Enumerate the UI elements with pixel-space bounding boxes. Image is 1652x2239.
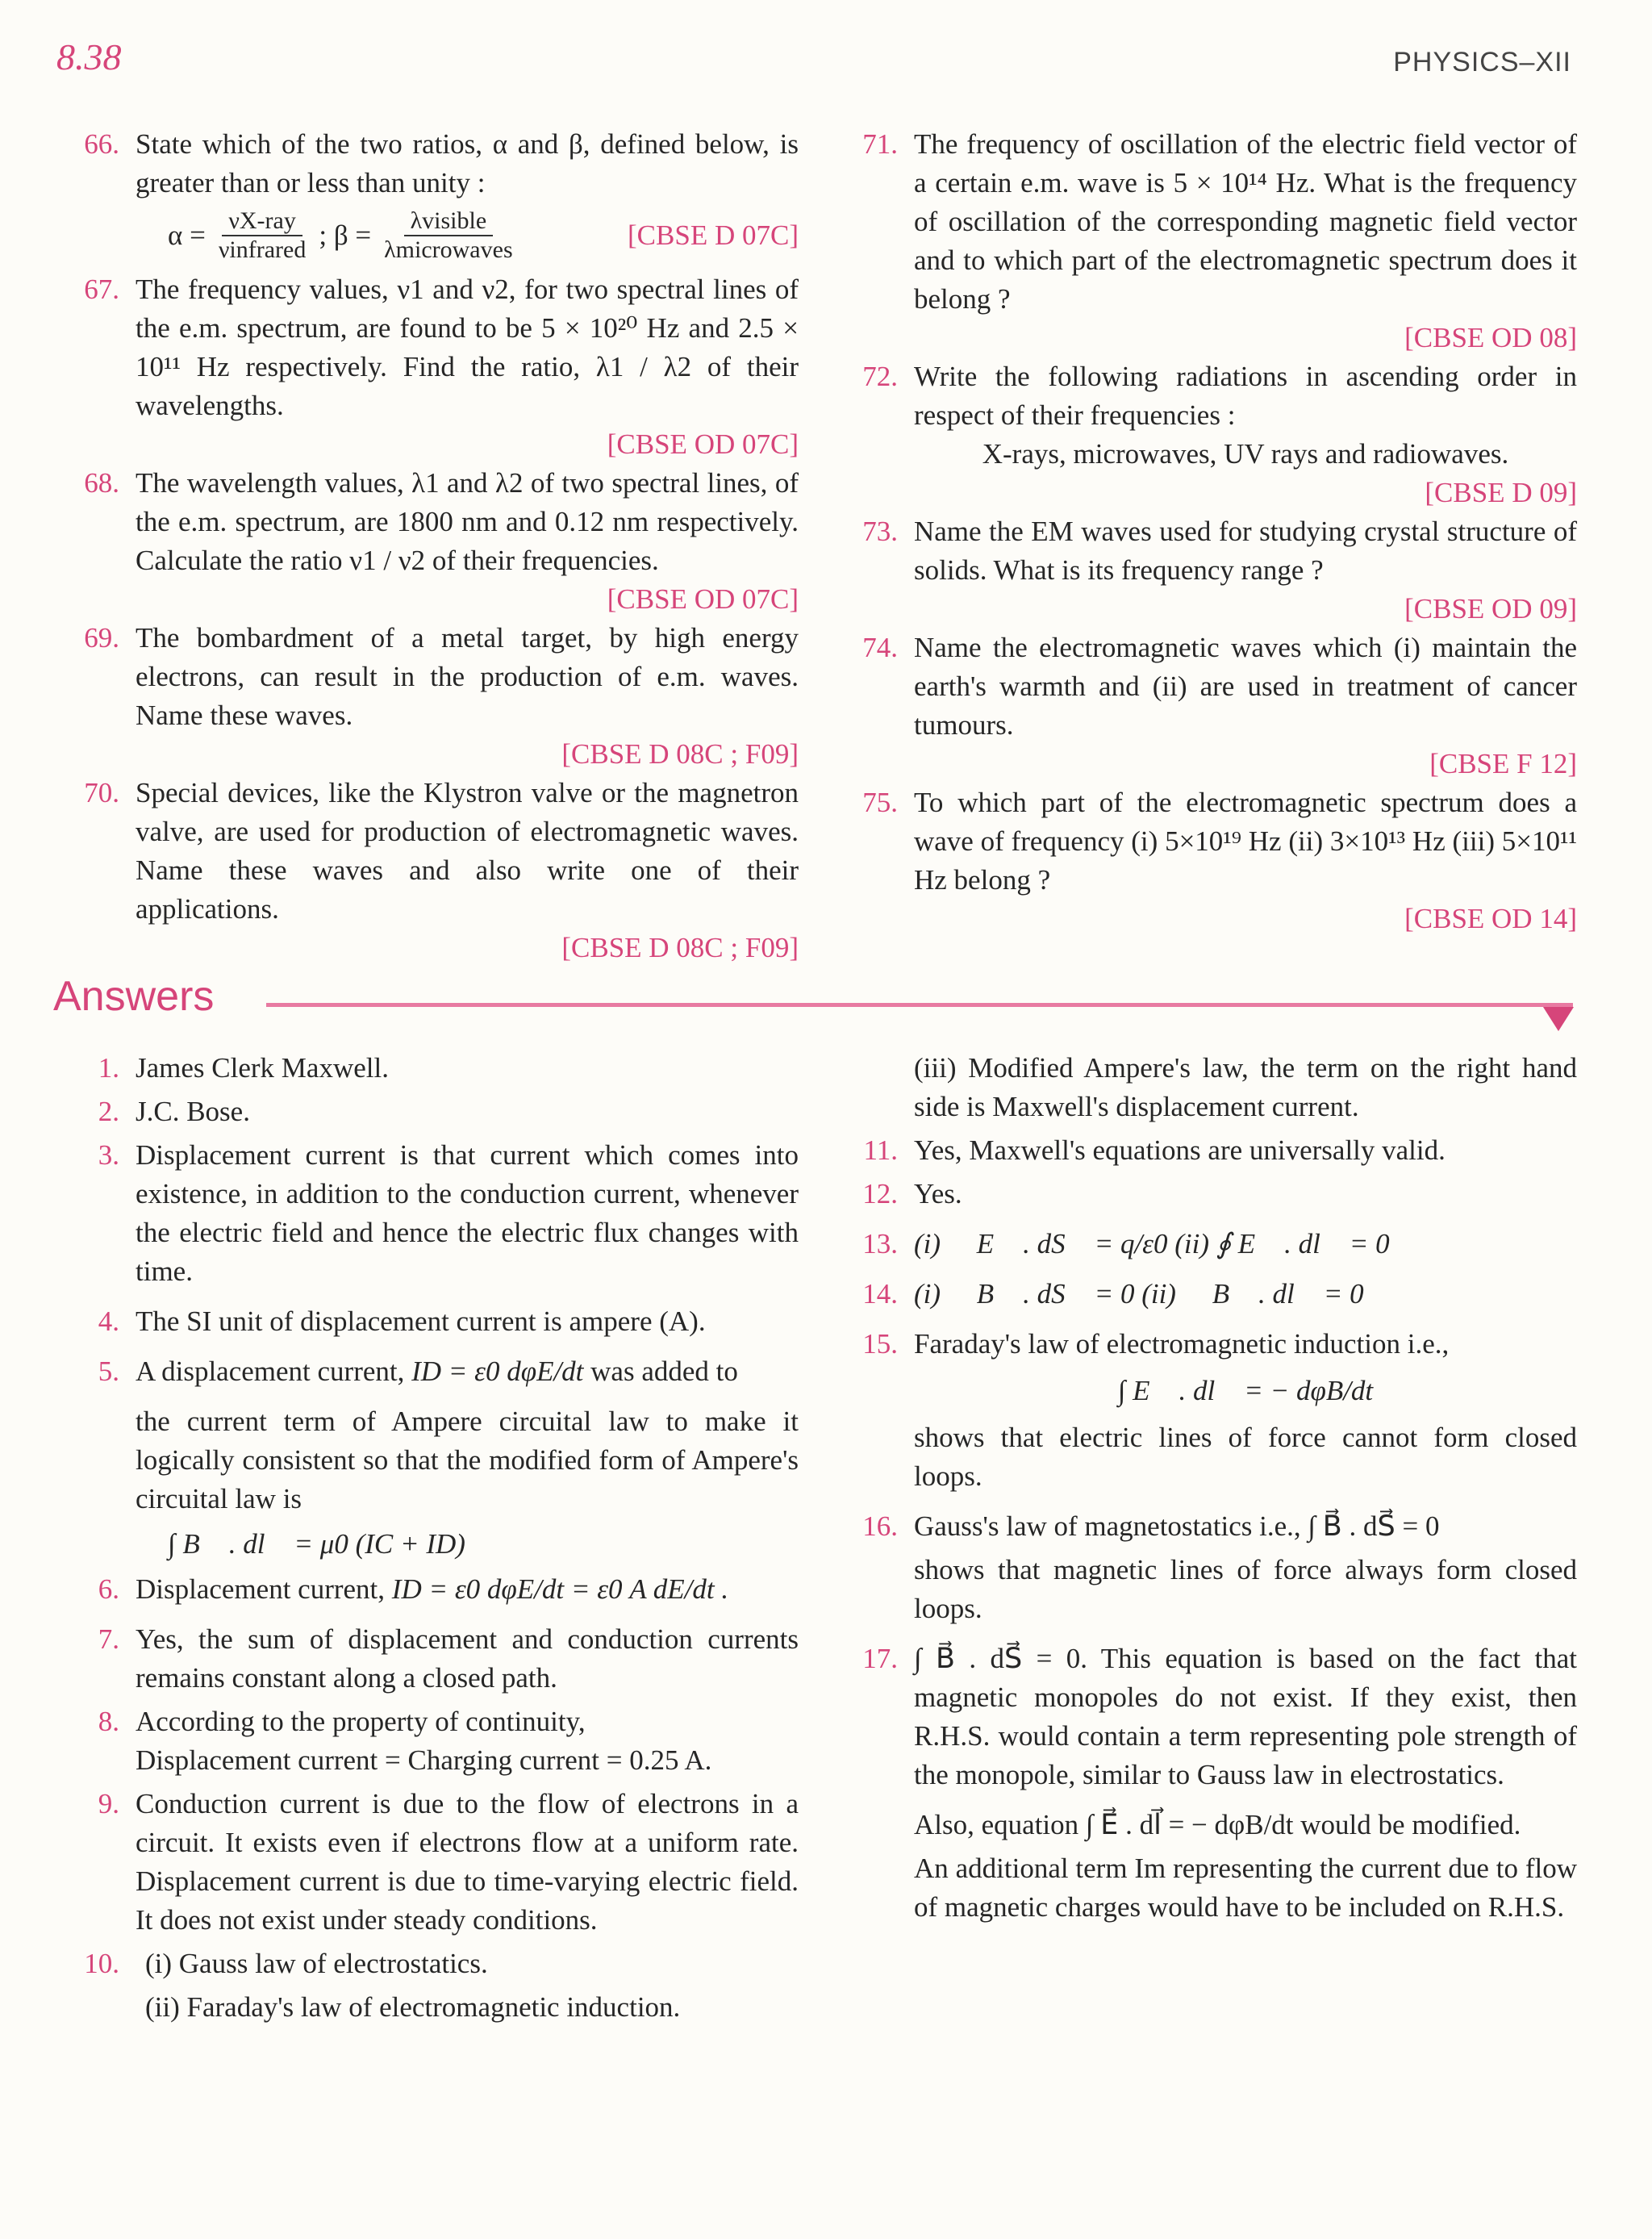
question-number: 72. [862,361,898,392]
answer-number: 5. [98,1356,119,1387]
answer-text: Faraday's law of electromagnetic induction i.e., [914,1328,1450,1360]
answer-text: Yes, Maxwell's equations are universally valid. [914,1134,1446,1166]
beta-numerator: λvisible [404,207,494,236]
magnetic-equations: (i) ∮ B⃗ . dS⃗ = 0 (ii) ∮ B⃗ . dl⃗ = 0 [914,1278,1364,1310]
answer-number: 12. [862,1178,898,1209]
questions-left-column [73,125,799,967]
answer-text: Displacement current, [136,1573,386,1605]
exam-tag: [CBSE F 12] [1429,748,1577,779]
questions-right-column [851,125,1577,938]
question-number: 67. [84,274,119,305]
answer-text: An additional term Im representing the current due to flow of magnetic charges would have to be included on R.H.S. [914,1853,1577,1923]
answer-10 [73,1945,799,2027]
answer-text: Displacement current = Charging current = 0.25 A. [136,1744,712,1776]
answer-11 [851,1131,1577,1170]
answer-number: 13. [862,1228,898,1259]
answers-divider [266,1003,1573,1007]
exam-tag: [CBSE OD 14] [1404,903,1577,934]
answer-text: (iii) Modified Ampere's law, the term on the right hand side is Maxwell's displacement current. [914,1052,1577,1122]
answer-17 [851,1640,1577,1927]
answer-text: (ii) Faraday's law of electromagnetic induction. [145,1991,681,2023]
question-text: Name the electromagnetic waves which (i) maintain the earth's warmth and (ii) are used in treatment of cancer tumours. [914,632,1577,741]
question-text: Write the following radiations in ascending order in respect of their frequencies : [914,361,1577,431]
answer-number: 11. [863,1134,898,1166]
question-text: The frequency values, ν1 and ν2, for two spectral lines of the e.m. spectrum, are found to be 5 × 10²⁰ Hz and 2.5 × 10¹¹ Hz respectively. Find the ratio, λ1 / λ2 of their wavelengths. [136,274,799,421]
displacement-current-formula: ID = ε0 dφE/dt [411,1356,584,1387]
alpha-fraction [219,207,307,264]
answer-13 [851,1225,1577,1264]
beta-label: ; β = [319,219,372,251]
faraday-law-equation: ∫ E⃗ . dl⃗ = − dφB/dt [1117,1375,1374,1406]
page-number: 8.38 [56,36,122,77]
answer-text: was added to [590,1356,738,1387]
radiation-list: X-rays, microwaves, UV rays and radiowaves. [982,438,1509,470]
exam-tag: [CBSE D 08C ; F09] [561,738,799,770]
exam-tag: [CBSE OD 07C] [607,583,799,615]
answer-number: 15. [862,1328,898,1360]
question-70 [73,774,799,967]
question-number: 74. [862,632,898,663]
question-text: The frequency of oscillation of the electric field vector of a certain e.m. wave is 5 × 10¹⁴ Hz. What is the frequency of oscillation of the corresponding magnetic field vector and to which part of the electromagnetic spectrum does it belong ? [914,128,1577,315]
answer-text: Displacement current is that current which comes into existence, in addition to the conduction current, whenever the electric field and hence the electric flux changes with time. [136,1139,799,1287]
answer-3 [73,1136,799,1291]
question-number: 71. [862,128,898,160]
answer-7 [73,1620,799,1698]
question-75 [851,783,1577,938]
triangle-marker-icon [1543,1007,1574,1031]
beta-denominator: λmicrowaves [384,236,513,263]
answer-text: Conduction current is due to the flow of electrons in a circuit. It exists even if electrons flow at a uniform rate. Displacement current is due to time-varying electric field. It does not exist under steady conditions. [136,1788,799,1936]
answer-number: 8. [98,1706,119,1737]
answer-16 [851,1507,1577,1628]
exam-tag: [CBSE D 07C] [628,219,799,251]
answer-number: 17. [862,1643,898,1674]
answer-8 [73,1702,799,1780]
answer-14 [851,1275,1577,1314]
answer-1 [73,1049,799,1088]
exam-tag: [CBSE D 08C ; F09] [561,932,799,963]
answer-text: the current term of Ampere circuital law to make it logically consistent so that the modified form of Ampere's circuital law is [136,1406,799,1514]
answer-number: 14. [862,1278,898,1310]
answer-text: J.C. Bose. [136,1096,250,1127]
answer-2 [73,1092,799,1131]
question-number: 69. [84,622,119,654]
answer-6 [73,1570,799,1609]
answer-number: 3. [98,1139,119,1171]
displacement-current-formula: ID = ε0 dφE/dt = ε0 A dE/dt . [391,1573,729,1605]
answer-10-iii [851,1049,1577,1126]
answer-number: 6. [98,1573,119,1605]
exam-tag: [CBSE OD 07C] [607,428,799,460]
answer-text: A displacement current, [136,1356,405,1387]
gauss-law-equations: (i) ∮ E⃗ . dS⃗ = q/ε0 (ii) ∮ E⃗ . dl⃗ = 0 [914,1228,1390,1259]
answer-15 [851,1325,1577,1496]
exam-tag: [CBSE OD 08] [1404,322,1577,353]
answer-number: 7. [98,1623,119,1655]
question-73 [851,512,1577,629]
question-72 [851,357,1577,512]
answer-number: 16. [862,1510,898,1542]
answer-text: shows that electric lines of force cannot form closed loops. [914,1422,1577,1492]
answer-text: Yes. [914,1178,962,1209]
question-text: The wavelength values, λ1 and λ2 of two spectral lines, of the e.m. spectrum, are 1800 nm and 0.12 nm respectively. Calculate the ratio ν1 / ν2 of their frequencies. [136,467,799,576]
answer-text: ∫ B⃗ . dS⃗ = 0. This equation is based on the fact that magnetic monopoles do not exist. If they exist, then R.H.S. would contain a term representing pole strength of the monopole, similar to Gauss law in electrostatics. [914,1643,1577,1790]
answer-number: 10. [84,1948,119,1979]
question-number: 75. [862,787,898,818]
question-number: 73. [862,516,898,547]
question-text: Name the EM waves used for studying crystal structure of solids. What is its frequency range ? [914,516,1577,586]
question-text: State which of the two ratios, α and β, defined below, is greater than or less than unity : [136,128,799,198]
answer-text: (i) Gauss law of electrostatics. [145,1948,488,1979]
ratio-formula [168,207,799,264]
answers-right-column [851,1049,1577,1927]
question-71 [851,125,1577,357]
answer-text: shows that magnetic lines of force always form closed loops. [914,1554,1577,1624]
question-number: 66. [84,128,119,160]
question-text: The bombardment of a metal target, by high energy electrons, can result in the production of e.m. waves. Name these waves. [136,622,799,731]
question-text: To which part of the electromagnetic spectrum does a wave of frequency (i) 5×10¹⁹ Hz (ii) 3×10¹³ Hz (iii) 5×10¹¹ Hz belong ? [914,787,1577,896]
exam-tag: [CBSE OD 09] [1404,593,1577,624]
answer-9 [73,1785,799,1940]
answer-text: Yes, the sum of displacement and conduction currents remains constant along a closed path. [136,1623,799,1694]
beta-fraction [384,207,513,264]
alpha-label: α = [168,219,206,251]
question-number: 70. [84,777,119,808]
answer-number: 2. [98,1096,119,1127]
answer-number: 9. [98,1788,119,1819]
answer-text: According to the property of continuity, [136,1706,586,1737]
alpha-denominator: νinfrared [218,236,307,263]
answer-number: 4. [98,1305,119,1337]
question-number: 68. [84,467,119,499]
book-title: PHYSICS–XII [1393,47,1571,77]
question-text: Special devices, like the Klystron valve or the magnetron valve, are used for production of electromagnetic waves. Name these waves and also write one of their applications. [136,777,799,925]
answer-12 [851,1175,1577,1213]
question-66 [73,125,799,264]
answers-left-column [73,1049,799,2027]
exam-tag: [CBSE D 09] [1425,477,1577,508]
ampere-law-equation: ∫ B⃗ . dl⃗ = μ0 (IC + ID) [168,1528,465,1560]
question-69 [73,619,799,774]
answer-text: Also, equation ∫ E⃗ . dl⃗ = − dφB/dt would be modified. [914,1809,1521,1840]
question-68 [73,464,799,619]
answer-5 [73,1352,799,1564]
alpha-numerator: νX-ray [222,207,302,236]
answers-heading: Answers [53,973,215,1020]
answer-text: James Clerk Maxwell. [136,1052,389,1084]
answer-text: The SI unit of displacement current is ampere (A). [136,1305,706,1337]
question-67 [73,270,799,464]
answer-text: Gauss's law of magnetostatics i.e., ∫ B⃗ . dS⃗ = 0 [914,1510,1440,1542]
question-74 [851,629,1577,783]
answer-4 [73,1302,799,1341]
answer-number: 1. [98,1052,119,1084]
